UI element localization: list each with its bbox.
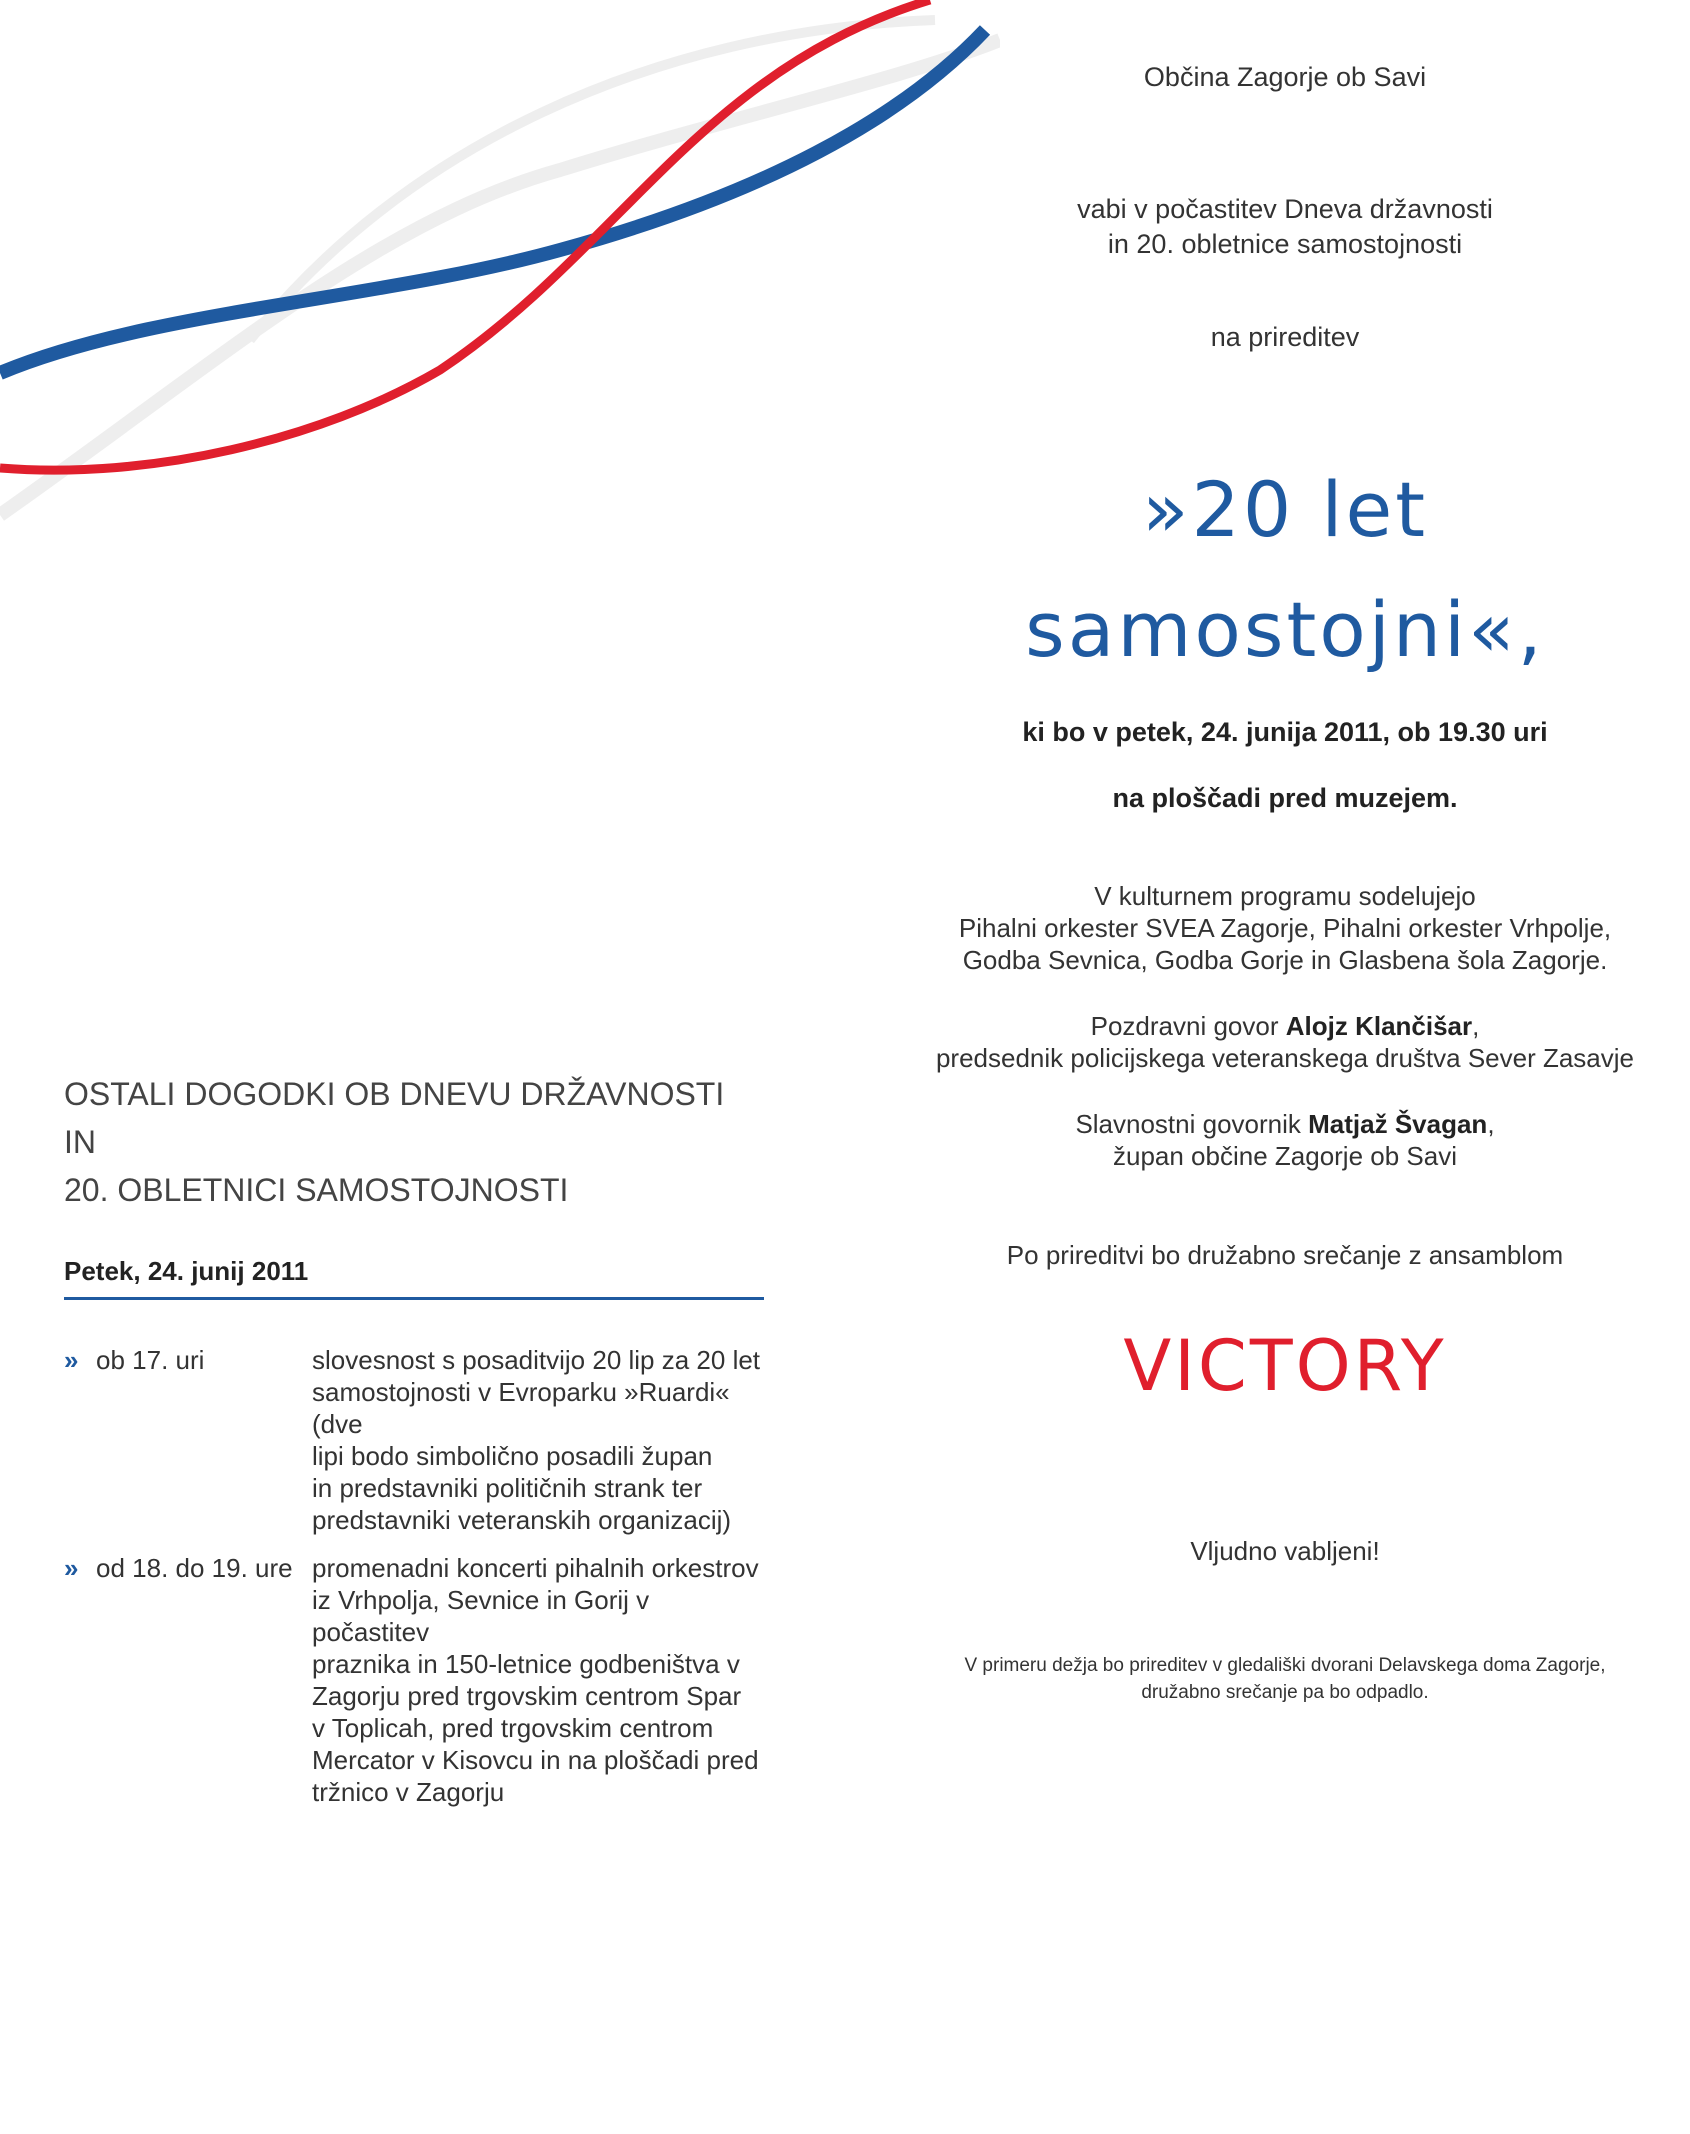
- section-title-line-2: 20. OBLETNICI SAMOSTOJNOSTI: [64, 1172, 569, 1208]
- event-description: [312, 1344, 762, 1536]
- event-title-line-2: samostojni«,: [1025, 585, 1545, 674]
- list-item: [64, 1552, 764, 1808]
- desc-line: praznika in 150-letnice godbeništva v: [312, 1649, 740, 1679]
- event-description: [312, 1552, 762, 1808]
- rain-line-2: družabno srečanje pa bo odpadlo.: [1141, 1682, 1429, 1703]
- desc-line: samostojnosti v Evroparku »Ruardi« (dve: [312, 1377, 730, 1439]
- after-event: Po prireditvi bo družabno srečanje z ansamblom: [1006, 1240, 1564, 1270]
- desc-line: v Toplicah, pred trgovskim centrom: [312, 1713, 714, 1743]
- white-ribbon: [0, 40, 1000, 515]
- other-events-section: [64, 1070, 764, 1824]
- speaker-name: Matjaž Švagan: [1308, 1109, 1488, 1139]
- event-where: na ploščadi pred muzejem.: [1112, 783, 1458, 813]
- list-item: [64, 1344, 764, 1536]
- program: [935, 880, 1635, 976]
- red-ribbon: [0, 0, 930, 470]
- blue-ribbon: [0, 30, 985, 373]
- organizer: Občina Zagorje ob Savi: [1143, 62, 1427, 92]
- event-when: ki bo v petek, 24. junija 2011, ob 19.30 uri: [1022, 717, 1548, 747]
- event-title-line-1: »20 let: [1141, 465, 1429, 554]
- greeting-name: Alojz Klančišar: [1285, 1011, 1473, 1041]
- invite-line-1: vabi v počastitev Dneva državnosti: [1077, 194, 1493, 224]
- desc-line: tržnico v Zagorju: [312, 1777, 505, 1807]
- desc-line: in predstavniki političnih strank ter: [312, 1473, 703, 1503]
- keynote-speech: [935, 1108, 1635, 1172]
- bullet-icon: »: [64, 1553, 79, 1583]
- section-title: [64, 1070, 764, 1214]
- invite-line-2: in 20. obletnice samostojnosti: [1107, 229, 1463, 259]
- program-line-2: Pihalni orkester SVEA Zagorje, Pihalni orkester Vrhpolje,: [958, 913, 1612, 943]
- speaker-role: župan občine Zagorje ob Savi: [1112, 1141, 1457, 1171]
- bullet-icon: »: [64, 1345, 79, 1375]
- section-title-line-1: OSTALI DOGODKI OB DNEVU DRŽAVNOSTI IN: [64, 1076, 725, 1160]
- desc-line: iz Vrhpolja, Sevnice in Gorij v počastitev: [312, 1585, 650, 1647]
- date-heading: Petek, 24. junij 2011: [64, 1256, 764, 1300]
- event-time: od 18. do 19. ure: [96, 1553, 293, 1583]
- rain-notice: [935, 1652, 1635, 1706]
- speaker-line: Slavnostni govornik Matjaž Švagan,: [1075, 1109, 1495, 1139]
- invite-text: [935, 192, 1635, 262]
- desc-line: promenadni koncerti pihalnih orkestrov: [312, 1553, 759, 1583]
- desc-line: Mercator v Kisovcu in na ploščadi pred: [312, 1745, 759, 1775]
- greeting-line: Pozdravni govor Alojz Klančišar,: [1090, 1011, 1480, 1041]
- speaker-prefix: Slavnostni govornik: [1075, 1109, 1301, 1139]
- desc-line: slovesnost s posaditvijo 20 lip za 20 let: [312, 1345, 761, 1375]
- event-intro: na prireditev: [1210, 322, 1360, 352]
- rain-line-1: V primeru dežja bo prireditev v gledališki dvorani Delavskega doma Zagorje,: [964, 1655, 1606, 1676]
- program-line-3: Godba Sevnica, Godba Gorje in Glasbena šola Zagorje.: [962, 945, 1608, 975]
- desc-line: lipi bodo simbolično posadili župan: [312, 1441, 713, 1471]
- desc-line: predstavniki veteranskih organizacij): [312, 1505, 732, 1535]
- desc-line: Zagorju pred trgovskim centrom Spar: [312, 1681, 742, 1711]
- greeting-speech: [935, 1010, 1635, 1074]
- event-time: ob 17. uri: [96, 1345, 205, 1375]
- band-name: VICTORY: [1123, 1325, 1447, 1407]
- program-line-1: V kulturnem programu sodelujejo: [1094, 881, 1476, 911]
- welcome-text: Vljudno vabljeni!: [1190, 1536, 1380, 1566]
- greeting-prefix: Pozdravni govor: [1090, 1011, 1279, 1041]
- flag-ribbons-graphic: [0, 0, 1000, 530]
- event-title: [935, 450, 1635, 690]
- greeting-role: predsednik policijskega veteranskega društva Sever Zasavje: [935, 1043, 1635, 1073]
- events-list: [64, 1344, 764, 1808]
